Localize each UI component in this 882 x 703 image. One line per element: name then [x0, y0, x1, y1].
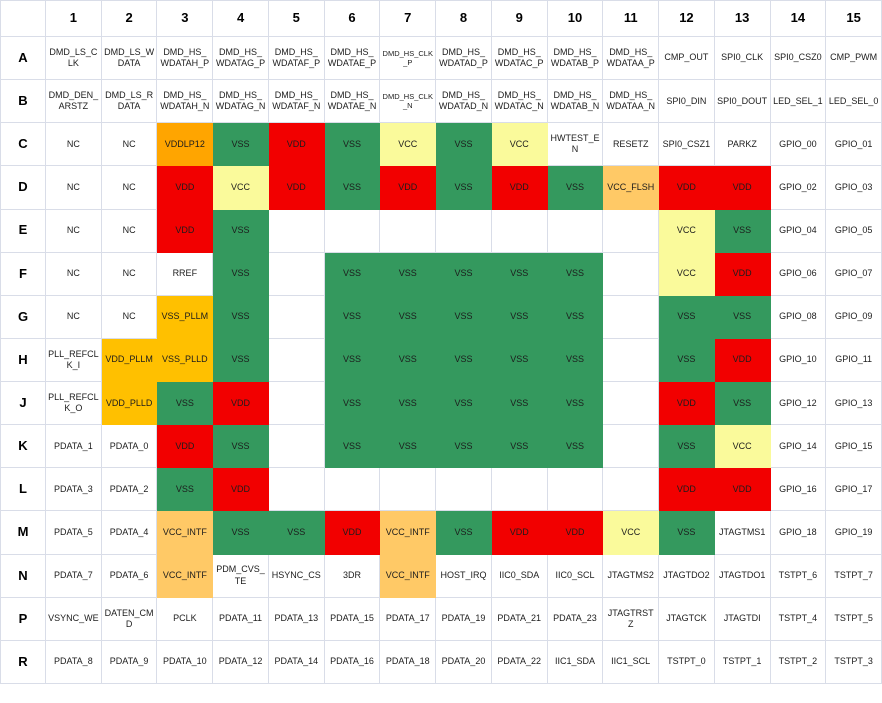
- row-header-K: K: [1, 425, 46, 468]
- column-header-3: 3: [157, 1, 213, 37]
- pin-cell-J3: VSS: [157, 382, 213, 425]
- pin-cell-B14: LED_SEL_1: [771, 80, 827, 123]
- pin-cell-J7: VSS: [380, 382, 436, 425]
- pin-cell-C9: VCC: [492, 123, 548, 166]
- pin-cell-B12: SPI0_DIN: [659, 80, 715, 123]
- pin-cell-K13: VCC: [715, 425, 771, 468]
- corner-cell: [1, 1, 46, 37]
- pin-cell-B6: DMD_HS_WDATAE_N: [325, 80, 381, 123]
- pin-cell-M2: PDATA_4: [102, 511, 158, 554]
- pin-cell-G10: VSS: [548, 296, 604, 339]
- pin-cell-N10: IIC0_SCL: [548, 555, 604, 598]
- pin-cell-C10: HWTEST_EN: [548, 123, 604, 166]
- pin-cell-H10: VSS: [548, 339, 604, 382]
- pin-cell-D12: VDD: [659, 166, 715, 209]
- pin-cell-D10: VSS: [548, 166, 604, 209]
- pin-cell-R6: PDATA_16: [325, 641, 381, 684]
- pin-cell-K10: VSS: [548, 425, 604, 468]
- pin-cell-E13: VSS: [715, 210, 771, 253]
- pin-cell-R1: PDATA_8: [46, 641, 102, 684]
- pin-cell-P4: PDATA_11: [213, 598, 269, 641]
- pin-cell-K12: VSS: [659, 425, 715, 468]
- pin-cell-C14: GPIO_00: [771, 123, 827, 166]
- pin-cell-R4: PDATA_12: [213, 641, 269, 684]
- pin-cell-K4: VSS: [213, 425, 269, 468]
- pin-cell-H9: VSS: [492, 339, 548, 382]
- row-header-N: N: [1, 555, 46, 598]
- pin-cell-C15: GPIO_01: [826, 123, 882, 166]
- column-header-10: 10: [548, 1, 604, 37]
- pin-cell-C5: VDD: [269, 123, 325, 166]
- column-header-4: 4: [213, 1, 269, 37]
- pin-cell-P8: PDATA_19: [436, 598, 492, 641]
- pin-cell-D13: VDD: [715, 166, 771, 209]
- pin-cell-B9: DMD_HS_WDATAC_N: [492, 80, 548, 123]
- pin-cell-L10: [548, 468, 604, 511]
- pin-cell-M6: VDD: [325, 511, 381, 554]
- row-header-P: P: [1, 598, 46, 641]
- pin-cell-M15: GPIO_19: [826, 511, 882, 554]
- pin-cell-A5: DMD_HS_WDATAF_P: [269, 37, 325, 80]
- pin-cell-K3: VDD: [157, 425, 213, 468]
- pin-cell-G15: GPIO_09: [826, 296, 882, 339]
- pin-cell-A14: SPI0_CSZ0: [771, 37, 827, 80]
- pin-cell-N1: PDATA_7: [46, 555, 102, 598]
- pin-cell-L4: VDD: [213, 468, 269, 511]
- pin-cell-E3: VDD: [157, 210, 213, 253]
- pin-cell-M13: JTAGTMS1: [715, 511, 771, 554]
- pin-cell-M7: VCC_INTF: [380, 511, 436, 554]
- pin-cell-F15: GPIO_07: [826, 253, 882, 296]
- row-header-R: R: [1, 641, 46, 684]
- pin-cell-M14: GPIO_18: [771, 511, 827, 554]
- pin-cell-L5: [269, 468, 325, 511]
- pin-cell-E11: [603, 210, 659, 253]
- pin-cell-F3: RREF: [157, 253, 213, 296]
- pin-cell-G9: VSS: [492, 296, 548, 339]
- pin-cell-C1: NC: [46, 123, 102, 166]
- pin-cell-A2: DMD_LS_WDATA: [102, 37, 158, 80]
- pin-cell-P5: PDATA_13: [269, 598, 325, 641]
- pin-cell-N6: 3DR: [325, 555, 381, 598]
- pin-cell-A12: CMP_OUT: [659, 37, 715, 80]
- pin-cell-M11: VCC: [603, 511, 659, 554]
- pin-cell-H5: [269, 339, 325, 382]
- pin-cell-M4: VSS: [213, 511, 269, 554]
- pin-cell-G7: VSS: [380, 296, 436, 339]
- pin-cell-A10: DMD_HS_WDATAB_P: [548, 37, 604, 80]
- pin-cell-J12: VDD: [659, 382, 715, 425]
- pin-cell-F5: [269, 253, 325, 296]
- row-header-E: E: [1, 210, 46, 253]
- pin-cell-H11: [603, 339, 659, 382]
- pin-cell-B5: DMD_HS_WDATAF_N: [269, 80, 325, 123]
- pin-cell-A15: CMP_PWM: [826, 37, 882, 80]
- pin-cell-B8: DMD_HS_WDATAD_N: [436, 80, 492, 123]
- pin-cell-C3: VDDLP12: [157, 123, 213, 166]
- pin-cell-L8: [436, 468, 492, 511]
- pin-cell-C11: RESETZ: [603, 123, 659, 166]
- pin-cell-M3: VCC_INTF: [157, 511, 213, 554]
- pin-cell-E10: [548, 210, 604, 253]
- pin-cell-C8: VSS: [436, 123, 492, 166]
- pin-cell-F2: NC: [102, 253, 158, 296]
- pin-cell-P2: DATEN_CMD: [102, 598, 158, 641]
- pin-cell-C6: VSS: [325, 123, 381, 166]
- pin-cell-E1: NC: [46, 210, 102, 253]
- pin-cell-L15: GPIO_17: [826, 468, 882, 511]
- pin-cell-B1: DMD_DEN_ARSTZ: [46, 80, 102, 123]
- pin-cell-L14: GPIO_16: [771, 468, 827, 511]
- pin-cell-L13: VDD: [715, 468, 771, 511]
- pin-cell-N9: IIC0_SDA: [492, 555, 548, 598]
- pin-cell-C2: NC: [102, 123, 158, 166]
- pin-cell-D4: VCC: [213, 166, 269, 209]
- pin-cell-R14: TSTPT_2: [771, 641, 827, 684]
- pin-cell-D3: VDD: [157, 166, 213, 209]
- pin-cell-B11: DMD_HS_WDATAA_N: [603, 80, 659, 123]
- pin-cell-K14: GPIO_14: [771, 425, 827, 468]
- pin-cell-L9: [492, 468, 548, 511]
- pin-cell-H3: VSS_PLLD: [157, 339, 213, 382]
- pin-cell-A13: SPI0_CLK: [715, 37, 771, 80]
- pin-cell-E8: [436, 210, 492, 253]
- pin-cell-P11: JTAGTRSTZ: [603, 598, 659, 641]
- pin-cell-D5: VDD: [269, 166, 325, 209]
- pin-cell-G1: NC: [46, 296, 102, 339]
- pin-cell-B2: DMD_LS_RDATA: [102, 80, 158, 123]
- pin-cell-J10: VSS: [548, 382, 604, 425]
- pin-cell-G3: VSS_PLLM: [157, 296, 213, 339]
- pin-cell-H2: VDD_PLLM: [102, 339, 158, 382]
- pin-cell-A1: DMD_LS_CLK: [46, 37, 102, 80]
- pin-cell-P7: PDATA_17: [380, 598, 436, 641]
- pin-cell-H1: PLL_REFCLK_I: [46, 339, 102, 382]
- pin-cell-F13: VDD: [715, 253, 771, 296]
- pin-cell-J5: [269, 382, 325, 425]
- pin-cell-E5: [269, 210, 325, 253]
- pin-cell-L7: [380, 468, 436, 511]
- pin-cell-F14: GPIO_06: [771, 253, 827, 296]
- pin-cell-H15: GPIO_11: [826, 339, 882, 382]
- pin-cell-N11: JTAGTMS2: [603, 555, 659, 598]
- pin-cell-E9: [492, 210, 548, 253]
- pin-cell-N15: TSTPT_7: [826, 555, 882, 598]
- pin-cell-E7: [380, 210, 436, 253]
- pin-cell-G5: [269, 296, 325, 339]
- pin-cell-F10: VSS: [548, 253, 604, 296]
- pin-cell-M5: VSS: [269, 511, 325, 554]
- pin-cell-R15: TSTPT_3: [826, 641, 882, 684]
- pin-cell-G13: VSS: [715, 296, 771, 339]
- pin-cell-H6: VSS: [325, 339, 381, 382]
- pin-cell-N14: TSTPT_6: [771, 555, 827, 598]
- pin-cell-E4: VSS: [213, 210, 269, 253]
- column-header-2: 2: [102, 1, 158, 37]
- pin-cell-C4: VSS: [213, 123, 269, 166]
- row-header-J: J: [1, 382, 46, 425]
- pin-cell-L1: PDATA_3: [46, 468, 102, 511]
- pin-cell-D11: VCC_FLSH: [603, 166, 659, 209]
- pin-cell-R13: TSTPT_1: [715, 641, 771, 684]
- pin-cell-D9: VDD: [492, 166, 548, 209]
- pin-cell-N4: PDM_CVS_TE: [213, 555, 269, 598]
- pin-cell-G11: [603, 296, 659, 339]
- pin-cell-M8: VSS: [436, 511, 492, 554]
- pin-cell-G14: GPIO_08: [771, 296, 827, 339]
- pin-cell-E12: VCC: [659, 210, 715, 253]
- column-header-12: 12: [659, 1, 715, 37]
- pin-cell-L12: VDD: [659, 468, 715, 511]
- pin-cell-E6: [325, 210, 381, 253]
- pin-cell-J6: VSS: [325, 382, 381, 425]
- pin-cell-K11: [603, 425, 659, 468]
- pin-cell-D1: NC: [46, 166, 102, 209]
- pin-cell-P15: TSTPT_5: [826, 598, 882, 641]
- pin-cell-F9: VSS: [492, 253, 548, 296]
- row-header-H: H: [1, 339, 46, 382]
- pin-cell-N7: VCC_INTF: [380, 555, 436, 598]
- pin-cell-H12: VSS: [659, 339, 715, 382]
- pin-cell-P3: PCLK: [157, 598, 213, 641]
- pin-cell-P14: TSTPT_4: [771, 598, 827, 641]
- pin-cell-L3: VSS: [157, 468, 213, 511]
- pin-cell-P1: VSYNC_WE: [46, 598, 102, 641]
- pin-cell-E15: GPIO_05: [826, 210, 882, 253]
- pin-cell-D2: NC: [102, 166, 158, 209]
- column-header-1: 1: [46, 1, 102, 37]
- pin-cell-K9: VSS: [492, 425, 548, 468]
- pin-cell-M12: VSS: [659, 511, 715, 554]
- pin-cell-C13: PARKZ: [715, 123, 771, 166]
- pin-cell-K8: VSS: [436, 425, 492, 468]
- pin-cell-G8: VSS: [436, 296, 492, 339]
- column-header-9: 9: [492, 1, 548, 37]
- pin-cell-K6: VSS: [325, 425, 381, 468]
- pin-cell-R9: PDATA_22: [492, 641, 548, 684]
- pin-cell-J13: VSS: [715, 382, 771, 425]
- pin-cell-G2: NC: [102, 296, 158, 339]
- pin-cell-N12: JTAGTDO2: [659, 555, 715, 598]
- pin-cell-A8: DMD_HS_WDATAD_P: [436, 37, 492, 80]
- pin-cell-L6: [325, 468, 381, 511]
- pin-cell-B7: DMD_HS_CLK_N: [380, 80, 436, 123]
- pin-cell-G12: VSS: [659, 296, 715, 339]
- pin-cell-H8: VSS: [436, 339, 492, 382]
- pin-cell-D7: VDD: [380, 166, 436, 209]
- column-header-14: 14: [771, 1, 827, 37]
- pin-cell-P9: PDATA_21: [492, 598, 548, 641]
- pin-cell-R10: IIC1_SDA: [548, 641, 604, 684]
- column-header-15: 15: [826, 1, 882, 37]
- pin-cell-J15: GPIO_13: [826, 382, 882, 425]
- pin-cell-F8: VSS: [436, 253, 492, 296]
- pin-cell-H14: GPIO_10: [771, 339, 827, 382]
- row-header-A: A: [1, 37, 46, 80]
- pin-cell-H7: VSS: [380, 339, 436, 382]
- pin-cell-E2: NC: [102, 210, 158, 253]
- pin-cell-A9: DMD_HS_WDATAC_P: [492, 37, 548, 80]
- pin-cell-J2: VDD_PLLD: [102, 382, 158, 425]
- pin-cell-J14: GPIO_12: [771, 382, 827, 425]
- pin-cell-R7: PDATA_18: [380, 641, 436, 684]
- pin-cell-E14: GPIO_04: [771, 210, 827, 253]
- pin-cell-J9: VSS: [492, 382, 548, 425]
- pin-cell-B10: DMD_HS_WDATAB_N: [548, 80, 604, 123]
- pin-cell-R12: TSTPT_0: [659, 641, 715, 684]
- pin-cell-D15: GPIO_03: [826, 166, 882, 209]
- pin-cell-C12: SPI0_CSZ1: [659, 123, 715, 166]
- pin-cell-K7: VSS: [380, 425, 436, 468]
- column-header-13: 13: [715, 1, 771, 37]
- pin-cell-L2: PDATA_2: [102, 468, 158, 511]
- pin-cell-A6: DMD_HS_WDATAE_P: [325, 37, 381, 80]
- pin-cell-D8: VSS: [436, 166, 492, 209]
- pin-cell-R8: PDATA_20: [436, 641, 492, 684]
- pin-cell-F12: VCC: [659, 253, 715, 296]
- pin-cell-N2: PDATA_6: [102, 555, 158, 598]
- pin-cell-K15: GPIO_15: [826, 425, 882, 468]
- pin-cell-R11: IIC1_SCL: [603, 641, 659, 684]
- pin-cell-B15: LED_SEL_0: [826, 80, 882, 123]
- pin-cell-A3: DMD_HS_WDATAH_P: [157, 37, 213, 80]
- column-header-8: 8: [436, 1, 492, 37]
- pin-cell-G6: VSS: [325, 296, 381, 339]
- pin-cell-R5: PDATA_14: [269, 641, 325, 684]
- pin-cell-N3: VCC_INTF: [157, 555, 213, 598]
- pin-cell-F6: VSS: [325, 253, 381, 296]
- row-header-D: D: [1, 166, 46, 209]
- pin-cell-B13: SPI0_DOUT: [715, 80, 771, 123]
- pin-cell-F7: VSS: [380, 253, 436, 296]
- row-header-F: F: [1, 253, 46, 296]
- pin-cell-B4: DMD_HS_WDATAG_N: [213, 80, 269, 123]
- pin-cell-D14: GPIO_02: [771, 166, 827, 209]
- column-header-11: 11: [603, 1, 659, 37]
- pin-cell-L11: [603, 468, 659, 511]
- pin-cell-K5: [269, 425, 325, 468]
- pin-cell-N5: HSYNC_CS: [269, 555, 325, 598]
- pin-cell-M10: VDD: [548, 511, 604, 554]
- pin-cell-R3: PDATA_10: [157, 641, 213, 684]
- pin-cell-J1: PLL_REFCLK_O: [46, 382, 102, 425]
- pin-cell-F4: VSS: [213, 253, 269, 296]
- pin-cell-B3: DMD_HS_WDATAH_N: [157, 80, 213, 123]
- row-header-B: B: [1, 80, 46, 123]
- row-header-M: M: [1, 511, 46, 554]
- pin-cell-R2: PDATA_9: [102, 641, 158, 684]
- pin-cell-G4: VSS: [213, 296, 269, 339]
- pin-cell-C7: VCC: [380, 123, 436, 166]
- pin-cell-P6: PDATA_15: [325, 598, 381, 641]
- column-header-7: 7: [380, 1, 436, 37]
- pin-cell-F1: NC: [46, 253, 102, 296]
- pin-cell-N8: HOST_IRQ: [436, 555, 492, 598]
- row-header-G: G: [1, 296, 46, 339]
- pin-cell-A7: DMD_HS_CLK_P: [380, 37, 436, 80]
- pin-cell-P12: JTAGTCK: [659, 598, 715, 641]
- row-header-C: C: [1, 123, 46, 166]
- pin-cell-P10: PDATA_23: [548, 598, 604, 641]
- pin-cell-K2: PDATA_0: [102, 425, 158, 468]
- pin-cell-P13: JTAGTDI: [715, 598, 771, 641]
- pin-cell-D6: VSS: [325, 166, 381, 209]
- pin-cell-M9: VDD: [492, 511, 548, 554]
- column-header-5: 5: [269, 1, 325, 37]
- row-header-L: L: [1, 468, 46, 511]
- column-header-6: 6: [325, 1, 381, 37]
- pin-cell-H4: VSS: [213, 339, 269, 382]
- pin-cell-N13: JTAGTDO1: [715, 555, 771, 598]
- pin-cell-H13: VDD: [715, 339, 771, 382]
- pin-cell-M1: PDATA_5: [46, 511, 102, 554]
- pin-cell-J8: VSS: [436, 382, 492, 425]
- pin-cell-J11: [603, 382, 659, 425]
- pin-cell-A4: DMD_HS_WDATAG_P: [213, 37, 269, 80]
- pin-cell-F11: [603, 253, 659, 296]
- pin-cell-J4: VDD: [213, 382, 269, 425]
- pin-cell-K1: PDATA_1: [46, 425, 102, 468]
- pin-cell-A11: DMD_HS_WDATAA_P: [603, 37, 659, 80]
